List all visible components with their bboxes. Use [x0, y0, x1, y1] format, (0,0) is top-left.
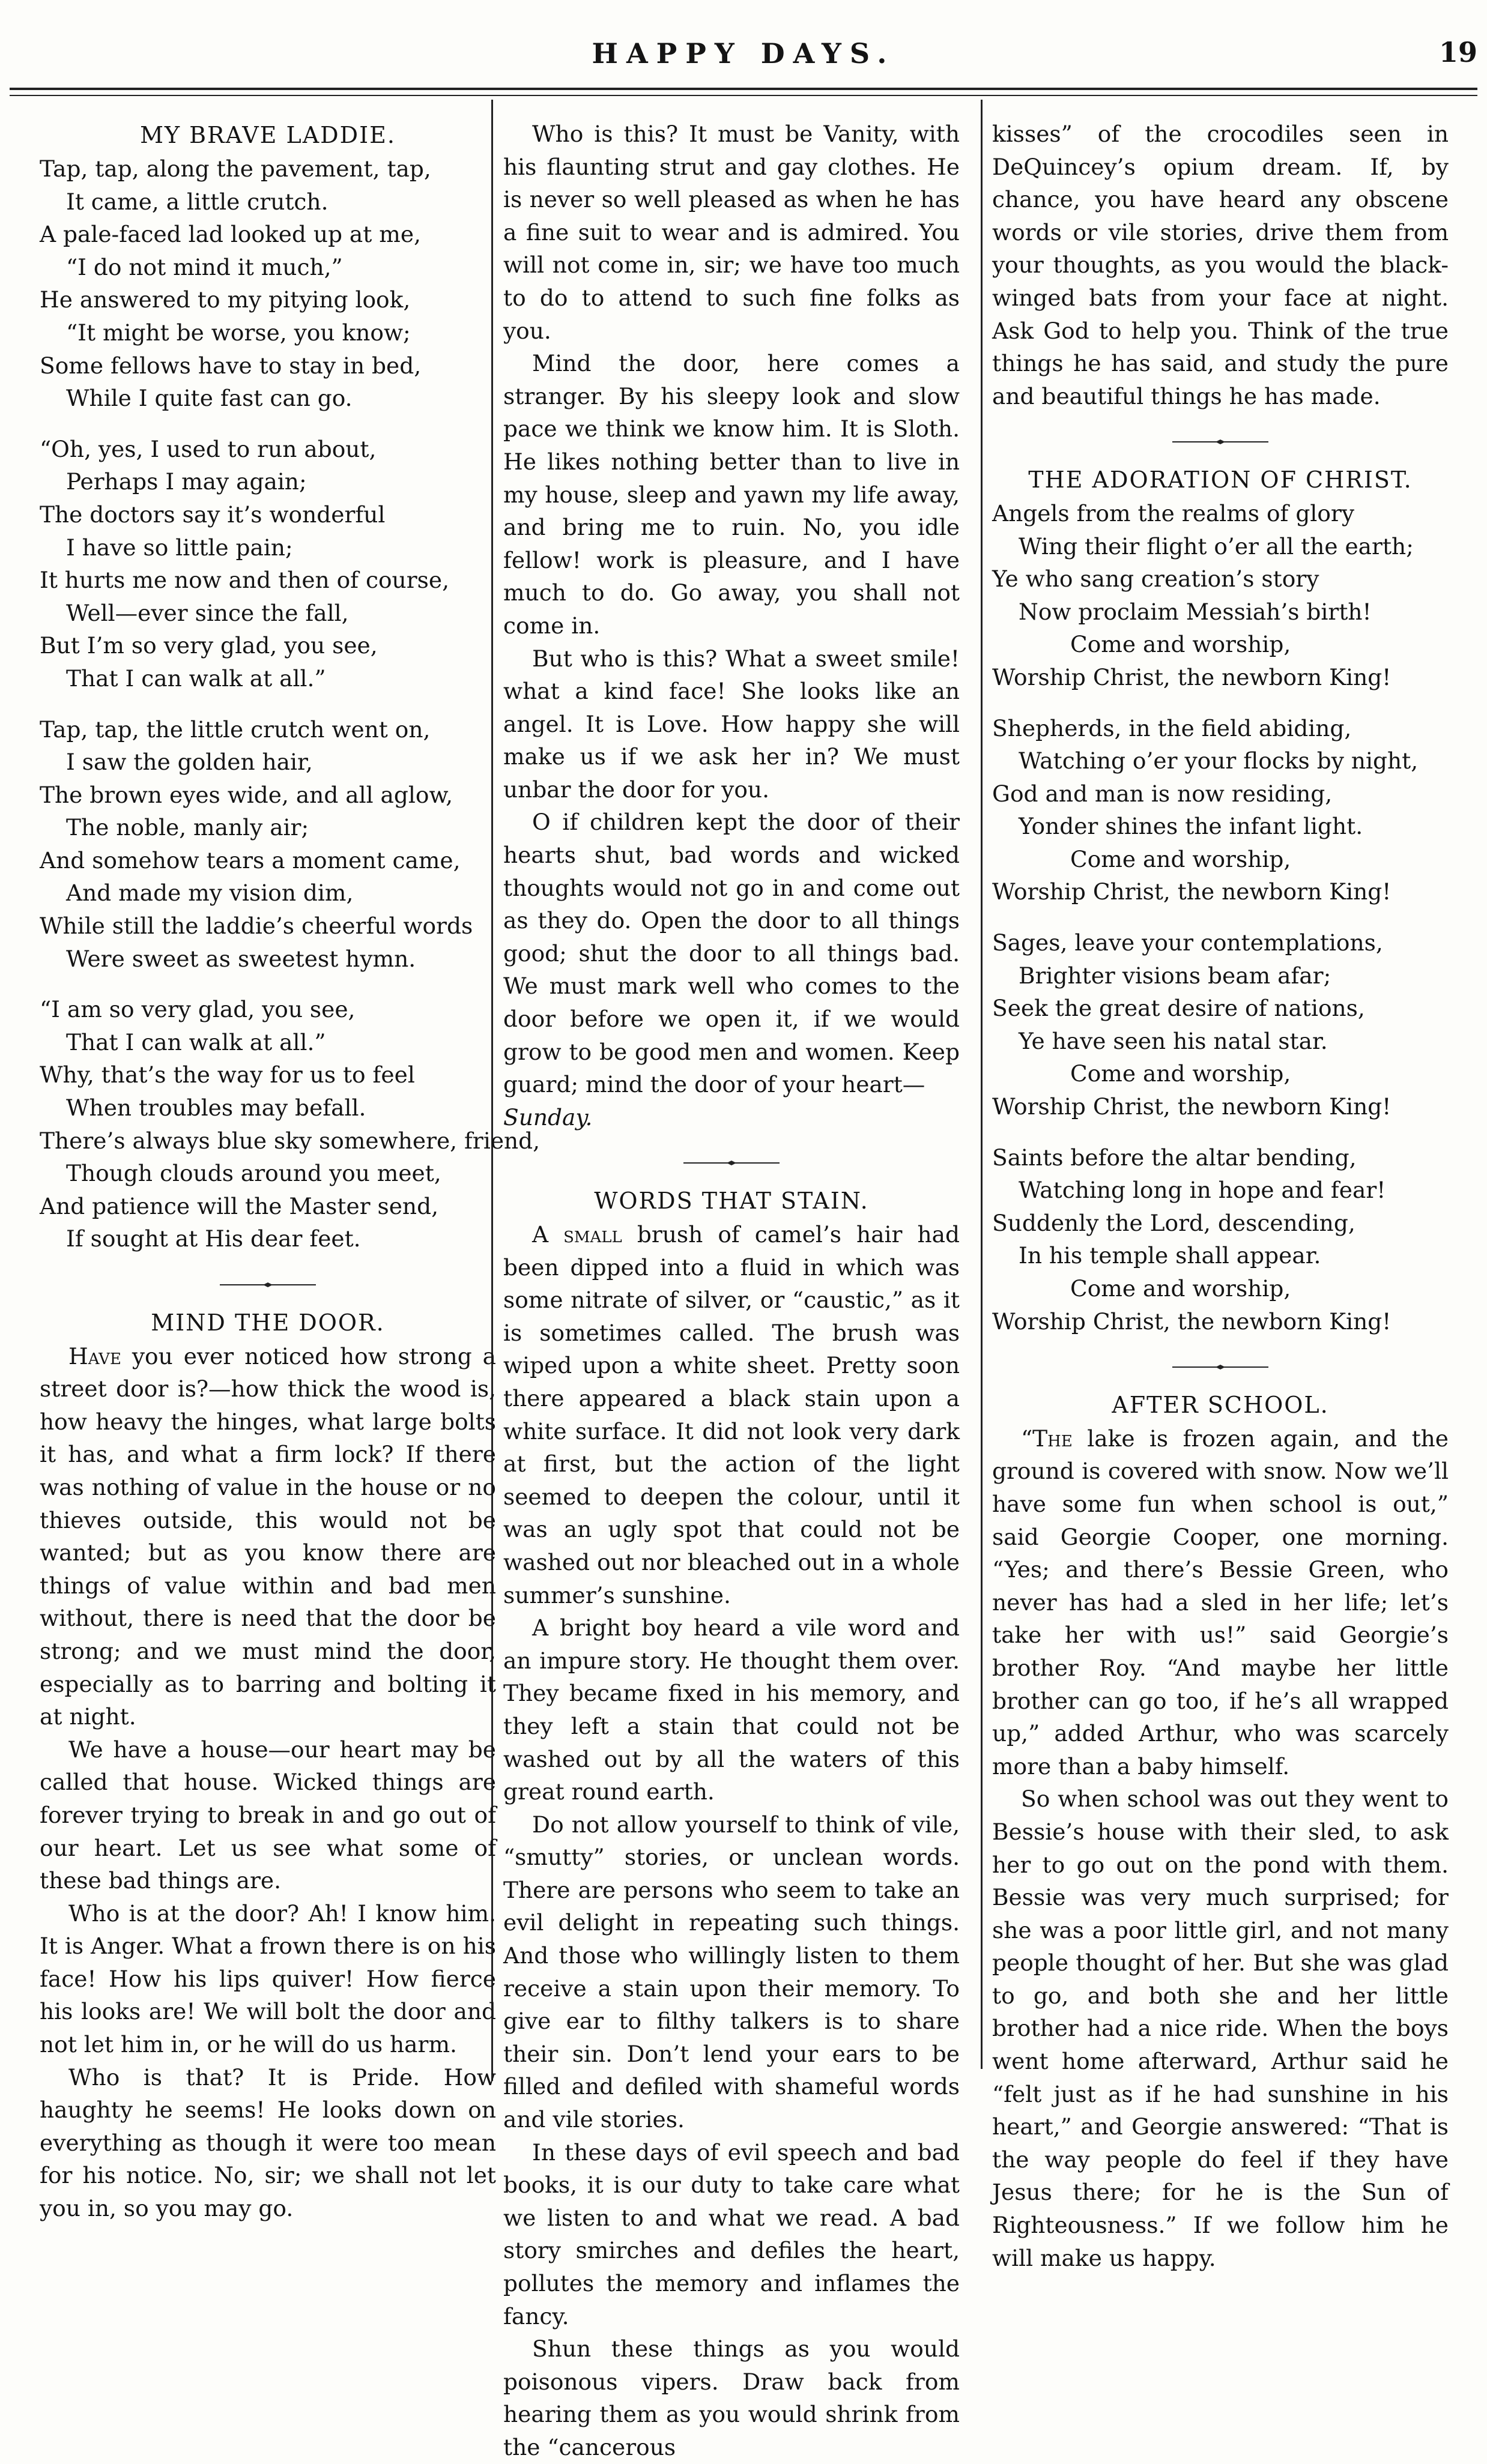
article-title-mind-the-door: MIND THE DOOR.	[151, 1309, 385, 1336]
column-3	[992, 118, 1449, 2274]
article-after-school	[992, 1422, 1449, 2274]
poem-line: And patience will the Master send,	[40, 1192, 438, 1219]
paragraph	[40, 1340, 496, 1733]
poem-line: Tap, tap, the little crutch went on,	[40, 716, 431, 743]
paragraph	[992, 1422, 1449, 1783]
poem-line: Tap, tap, along the pavement, tap,	[40, 156, 431, 182]
article-words-that-stain	[503, 1218, 960, 2464]
poem-line: Watching o’er your flocks by night,	[1019, 747, 1419, 775]
poem-line: And somehow tears a moment came,	[40, 847, 461, 874]
paragraph	[503, 1218, 960, 1611]
poem-line: Ye have seen his natal star.	[1019, 1027, 1328, 1054]
article-mind-the-door-continued	[503, 118, 960, 1101]
poem-line: Wing their flight o’er all the earth;	[1019, 533, 1414, 560]
poem-line: Yonder shines the infant light.	[1019, 813, 1363, 840]
poem-line: God and man is now residing,	[992, 780, 1333, 807]
poem-line: Perhaps I may again;	[66, 468, 307, 495]
opening-word: A small	[532, 1221, 622, 1248]
stanza-break	[992, 1123, 1449, 1141]
poem-line: Brighter visions beam afar;	[1019, 962, 1331, 989]
section-separator	[992, 1346, 1449, 1379]
poem-line: Watching long in hope and fear!	[1019, 1177, 1386, 1204]
poem-line: Sages, leave your contemplations,	[992, 929, 1383, 956]
poem-line: Come and worship,	[1070, 1275, 1291, 1302]
poem-line: “Oh, yes, I used to run about,	[40, 435, 377, 462]
poem-title-adoration-of-christ: THE ADORATION OF CHRIST.	[1028, 466, 1413, 493]
poem-line: Worship Christ, the newborn King!	[992, 663, 1392, 690]
poem-my-brave-laddie	[40, 152, 541, 1255]
poem-line: Come and worship,	[1070, 631, 1291, 658]
paragraph: But who is this? What a sweet smile! what a kind face! She looks like an angel. It is Love. How happy she will make us if we ask her in? We must unbar the door for you.	[503, 645, 960, 803]
paragraph-text: brush of camel’s hair had been dipped into a fluid in which was some nitrate of silver, or “caustic,” as it is sometimes called. The brush was wiped upon a white sheet. Pretty soon there appeared a black stain upon a white surface. It did not look very dark at first, but the action of the light seemed to deepen the colour, until it was an ugly spot that could not be washed out nor bleached out in a whole summer’s sunshine.	[503, 1221, 960, 1608]
poem-line: He answered to my pitying look,	[40, 286, 411, 313]
opening-word: Have	[68, 1342, 121, 1369]
article-title-words-that-stain: WORDS THAT STAIN.	[594, 1188, 869, 1214]
stanza-break	[40, 415, 496, 433]
poem-line: When troubles may befall.	[66, 1095, 366, 1122]
poem-line: Why, that’s the way for us to feel	[40, 1061, 415, 1089]
poem-line: If sought at His dear feet.	[66, 1225, 361, 1252]
poem-line: I saw the golden hair,	[66, 749, 313, 776]
poem-title-my-brave-laddie: MY BRAVE LADDIE.	[140, 122, 396, 148]
stanza-break	[40, 975, 496, 993]
stanza-break	[40, 695, 496, 713]
poem-line: Come and worship,	[1070, 845, 1291, 872]
poem-line: Worship Christ, the newborn King!	[992, 878, 1392, 905]
poem-adoration-of-christ	[992, 497, 1449, 1338]
newspaper-title: HAPPY DAYS.	[592, 37, 895, 70]
poem-line: There’s always blue sky somewhere, friend,	[40, 1127, 541, 1154]
section-separator	[992, 421, 1449, 454]
paragraph: Who is at the door? Ah! I know him. It is Anger. What a frown there is on his face! How his lips quiver! How fierce his looks are! We will bolt the door and not let him in, or he will do us harm.	[40, 1900, 496, 2058]
poem-line: I have so little pain;	[66, 534, 293, 561]
poem-line: Come and worship,	[1070, 1060, 1291, 1087]
poem-line: “It might be worse, you know;	[66, 319, 411, 346]
poem-line: Well—ever since the fall,	[66, 599, 349, 626]
poem-line: Angels from the realms of glory	[992, 500, 1355, 527]
column-divider-2	[981, 100, 983, 2069]
poem-line: Worship Christ, the newborn King!	[992, 1093, 1392, 1120]
poem-line: A pale-faced lad looked up at me,	[40, 221, 421, 248]
stanza-break	[992, 908, 1449, 926]
poem-line: Were sweet as sweetest hymn.	[66, 945, 416, 972]
paragraph: In these days of evil speech and bad books, it is our duty to take care what we listen to and what we read. A bad story smirches and defiles the heart, pollutes the memory and inflames the fancy.	[503, 2139, 960, 2330]
header-rule-thick	[10, 88, 1477, 90]
poem-line: While I quite fast can go.	[66, 385, 353, 412]
article-words-that-stain-continued: kisses” of the crocodiles seen in DeQuincey’s opium dream. If, by chance, you have heard any obscene words or vile stories, drive them from your thoughts, as you would the black-winged bats from your face at night. Ask God to help you. Think of the true things he has said, and study the pure and beautiful things he has made.	[992, 121, 1449, 409]
opening-word: “The	[1021, 1425, 1073, 1452]
poem-line: Though clouds around you meet,	[66, 1160, 441, 1187]
article-mind-the-door	[40, 1340, 496, 2225]
paragraph: Mind the door, here comes a stranger. By his sleepy look and slow pace we think we know him. It is Sloth. He likes nothing better than to live in my house, sleep and yawn my life away, and bring me to ruin. No, you idle fellow! work is pleasure, and I have much to do. Go away, you shall not come in.	[503, 350, 960, 639]
poem-line: Shepherds, in the field abiding,	[992, 714, 1352, 741]
poem-line: While still the laddie’s cheerful words	[40, 913, 473, 940]
poem-line: Saints before the altar bending,	[992, 1144, 1357, 1171]
poem-line: The brown eyes wide, and all aglow,	[40, 781, 453, 808]
stanza-break	[992, 694, 1449, 712]
poem-line: In his temple shall appear.	[1019, 1242, 1321, 1269]
poem-line: Seek the great desire of nations,	[992, 995, 1365, 1022]
paragraph-text: you ever noticed how strong a street door is?—how thick the wood is, how heavy the hinges, what large bolts it has, and what a firm lock? If there was nothing of value in the house or no thieves outside, this would not be wanted; but as you know there are things of value within and bad men without, there is need that the door be strong; and we must mind the door, especially as to barring and bolting it at night.	[40, 1342, 496, 1730]
poem-line: That I can walk at all.”	[66, 665, 326, 692]
paragraph-text: lake is frozen again, and the ground is covered with snow. Now we’ll have some fun when school is out,” said Georgie Cooper, one morning. “Yes; and there’s Bessie Green, who never has had a sled in her life; let’s take her with us!” said Georgie’s brother Roy. “And maybe her little brother can go too, if he’s all wrapped up,” added Arthur, who was scarcely more than a baby himself.	[992, 1425, 1449, 1780]
masthead	[0, 0, 1487, 90]
poem-line: Some fellows have to stay in bed,	[40, 352, 422, 379]
paragraph: Who is this? It must be Vanity, with his flaunting strut and gay clothes. He is never so well pleased as when he has a fine suit to wear and is admired. You will not come in, sir; we have too much to do to attend to such fine folks as you.	[503, 121, 960, 344]
poem-line: And made my vision dim,	[66, 880, 354, 907]
paragraph: O if children kept the door of their hearts shut, bad words and wicked thoughts would not go in and come out as they do. Open the door to all things good; shut the door to all things bad. We must mark well who comes to the door before we open it, if we would grow to be good men and women. Keep guard; mind the door of your heart—	[503, 809, 960, 1098]
poem-line: Now proclaim Messiah’s birth!	[1019, 598, 1372, 625]
paragraph: So when school was out they went to Bessie’s house with their sled, to ask her to go out on the pond with them. Bessie was very much surprised; for she was a poor little girl, and not many people thought of her. But she was glad to go, and both she and her little brother had a nice ride. When the boys went home afterward, Arthur said he “felt just as if he had sunshine in his heart,” and Georgie answered: “That is the way people do feel if they have Jesus there; for he is the Sun of Righteousness.” If we follow him he will make us happy.	[992, 1786, 1449, 2271]
column-1	[40, 118, 541, 2225]
section-separator	[40, 1264, 496, 1297]
poem-line: But I’m so very glad, you see,	[40, 632, 378, 659]
poem-line: Ye who sang creation’s story	[992, 566, 1319, 593]
paragraph: Shun these things as you would poisonous vipers. Draw back from hearing them as you would shrink from the “cancerous	[503, 2336, 960, 2460]
paragraph: We have a house—our heart may be called that house. Wicked things are forever trying to break in and go out of our heart. Let us see what some of these bad things are.	[40, 1736, 496, 1894]
article-title-after-school: AFTER SCHOOL.	[1112, 1391, 1329, 1418]
poem-line: It came, a little crutch.	[66, 188, 329, 215]
header-rule-thin	[10, 95, 1477, 96]
poem-line: It hurts me now and then of course,	[40, 567, 449, 594]
poem-line: That I can walk at all.”	[66, 1028, 326, 1055]
poem-line: The noble, manly air;	[66, 814, 309, 841]
paragraph: Who is that? It is Pride. How haughty he seems! He looks down on everything as though it were too mean for his notice. No, sir; we shall not let you in, so you may go.	[40, 2064, 496, 2222]
paragraph: A bright boy heard a vile word and an impure story. He thought them over. They became fixed in his memory, and they left a stain that could not be washed out by all the waters of this great round earth.	[503, 1614, 960, 1805]
poem-line: The doctors say it’s wonderful	[40, 501, 386, 528]
poem-line: “I am so very glad, you see,	[40, 996, 356, 1023]
article-signature: Sunday.	[503, 1104, 593, 1131]
column-2	[503, 118, 960, 2464]
poem-line: Suddenly the Lord, descending,	[992, 1209, 1355, 1236]
poem-line: Worship Christ, the newborn King!	[992, 1308, 1392, 1335]
page-number: 19	[1438, 36, 1477, 68]
section-separator	[503, 1142, 960, 1175]
poem-line: “I do not mind it much,”	[66, 253, 343, 280]
paragraph: Do not allow yourself to think of vile, “smutty” stories, or unclean words. There are persons who seem to take an evil delight in repeating such things. And those who willingly listen to them receive a stain upon their memory. To give ear to filthy talkers is to share their sin. Don’t lend your ears to be filled and defiled with shameful words and vile stories.	[503, 1811, 960, 2133]
